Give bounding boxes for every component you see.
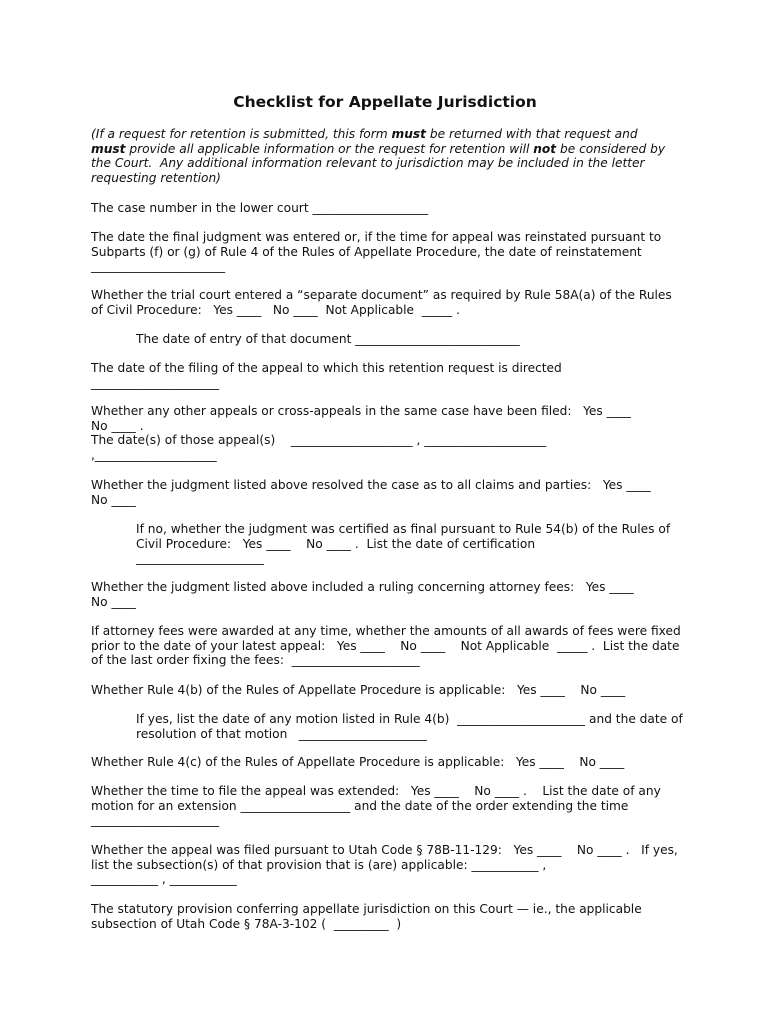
resolved-item: Whether the judgment listed above resolved the case as to all claims and parties: Yes ____ No ____	[91, 478, 651, 507]
other-appeals-item: Whether any other appeals or cross-appeals in the same case have been filed: Yes ____ No ____ . The date(s) of those appeal(s) ____________________ , ____________________ ,____________________	[91, 404, 632, 463]
intro-instructions	[91, 127, 681, 186]
case-number-item: The case number in the lower court ___________________	[91, 201, 429, 215]
attorney-fees-item: Whether the judgment listed above included a ruling concerning attorney fees: Yes ____ No ____	[91, 580, 634, 609]
intro-emphasis-must: must	[391, 127, 426, 141]
intro-text: (If a request for retention is submitted, this form	[91, 127, 392, 141]
utah-code-item: Whether the appeal was filed pursuant to Utah Code § 78B-11-129: Yes ____ No ____ . If yes, list the subsection(s) of that provision that is (are) applicable: ___________ , ___________ , ___________	[91, 843, 678, 887]
statutory-item: The statutory provision conferring appellate jurisdiction on this Court — ie., the applicable subsection of Utah Code § 78A-3-102 ( _________ )	[91, 902, 646, 931]
rule-4b-item: Whether Rule 4(b) of the Rules of Appellate Procedure is applicable: Yes ____ No ____	[91, 683, 626, 697]
intro-text: be returned with that request and	[426, 127, 638, 141]
filing-date-item: The date of the filing of the appeal to which this retention request is directed _____________________	[91, 361, 562, 390]
intro-text: provide all applicable information or the request for retention will	[125, 141, 534, 156]
rule-4b-motion-item: If yes, list the date of any motion listed in Rule 4(b) _____________________ and the date of resolution of that motion _____________________	[136, 712, 687, 741]
intro-emphasis-not: not	[533, 141, 557, 156]
extended-item: Whether the time to file the appeal was extended: Yes ____ No ____ . List the date of any motion for an extension __________________ and the date of the order extending the time _____________________	[91, 784, 665, 828]
intro-emphasis-must: must	[91, 141, 126, 156]
certified-item: If no, whether the judgment was certified as final pursuant to Rule 54(b) of the Rules of Civil Procedure: Yes ____ No ____ . List the date of certification _____________________	[136, 522, 671, 566]
date-of-entry-item: The date of entry of that document ___________________________	[136, 332, 520, 346]
page-title: Checklist for Appellate Jurisdiction	[233, 93, 537, 111]
intro-text: be considered by the Court. Any additional information relevant to jurisdiction may be included in the letter requesting retention)	[91, 141, 669, 186]
separate-document-item: Whether the trial court entered a “separate document” as required by Rule 58A(a) of the Rules of Civil Procedure: Yes ____ No ____ Not Applicable _____ .	[91, 288, 676, 317]
rule-4c-item: Whether Rule 4(c) of the Rules of Appellate Procedure is applicable: Yes ____ No ____	[91, 755, 625, 769]
final-judgment-item: The date the final judgment was entered or, if the time for appeal was reinstated pursuant to Subparts (f) or (g) of Rule 4 of the Rules of Appellate Procedure, the date of reinstatement ______________________	[91, 230, 666, 274]
fees-awarded-item: If attorney fees were awarded at any time, whether the amounts of all awards of fees were fixed prior to the date of your latest appeal: Yes ____ No ____ Not Applicable _____ . List the date of the last order fixing the fees: _____________________	[91, 624, 685, 668]
